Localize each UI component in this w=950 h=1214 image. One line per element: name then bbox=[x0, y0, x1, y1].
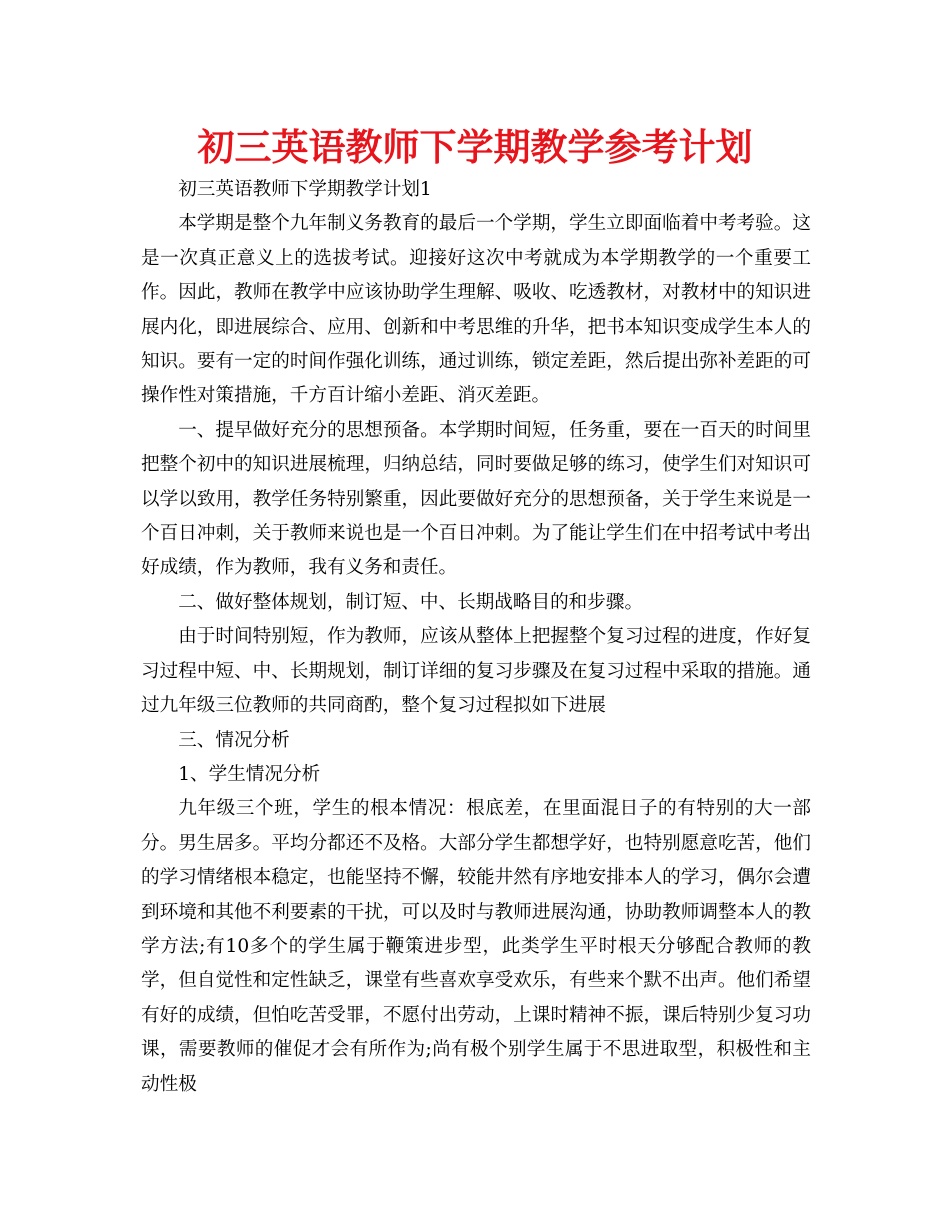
document-body bbox=[141, 173, 811, 1102]
body-paragraph: 二、做好整体规划，制订短、中、长期战略目的和步骤。 bbox=[178, 591, 644, 613]
body-paragraph: 一、提早做好充分的思想预备。本学期时间短，任务重，要在一百天的时间里把整个初中的知识进展梳理，归纳总结，同时要做足够的练习，使学生们对知识可以学以致用，教学任务特别繁重，因此要做好充分的思想预备，关于学生来说是一个百日冲刺，关于教师来说也是一个百日冲刺。为了能让学生们在中招考试中考出好成绩，作为教师，我有义务和责任。 bbox=[141, 419, 811, 579]
body-paragraph: 九年级三个班，学生的根本情况：根底差，在里面混日子的有特别的大一部分。男生居多。平均分都还不及格。大部分学生都想学好，也特别愿意吃苦，他们的学习情绪根本稳定，也能坚持不懈，较能井然有序地安排本人的学习，偶尔会遭到环境和其他不利要素的干扰，可以及时与教师进展沟通，协助教师调整本人的教学方法;有10多个的学生属于鞭策进步型，此类学生平时根天分够配合教师的教学，但自觉性和定性缺乏，课堂有些喜欢享受欢乐，有些来个默不出声。他们希望有好的成绩，但怕吃苦受罪，不愿付出劳动，上课时精神不振，课后特别少复习功课，需要教师的催促才会有所作为;尚有极个别学生属于不思进取型，积极性和主动性极 bbox=[141, 798, 811, 1095]
document-title: 初三英语教师下学期教学参考计划 bbox=[197, 126, 753, 169]
section-heading: 三、情况分析 bbox=[178, 729, 290, 751]
body-paragraph: 本学期是整个九年制义务教育的最后一个学期，学生立即面临着中考考验。这是一次真正意义上的选拔考试。迎接好这次中考就成为本学期教学的一个重要工作。因此，教师在教学中应该协助学生理解、吸收、吃透教材，对教材中的知识进展内化，即进展综合、应用、创新和中考思维的升华，把书本知识变成学生本人的知识。要有一定的时间作强化训练，通过训练，锁定差距，然后提出弥补差距的可操作性对策措施，千方百计缩小差距、消灭差距。 bbox=[141, 213, 811, 407]
section-heading: 1、学生情况分析 bbox=[178, 763, 321, 785]
section-heading: 初三英语教师下学期教学计划1 bbox=[178, 179, 432, 200]
body-paragraph: 由于时间特别短，作为教师，应该从整体上把握整个复习过程的进度，作好复习过程中短、中、长期规划，制订详细的复习步骤及在复习过程中采取的措施。通过九年级三位教师的共同商酌，整个复习过程拟如下进展 bbox=[141, 626, 811, 717]
